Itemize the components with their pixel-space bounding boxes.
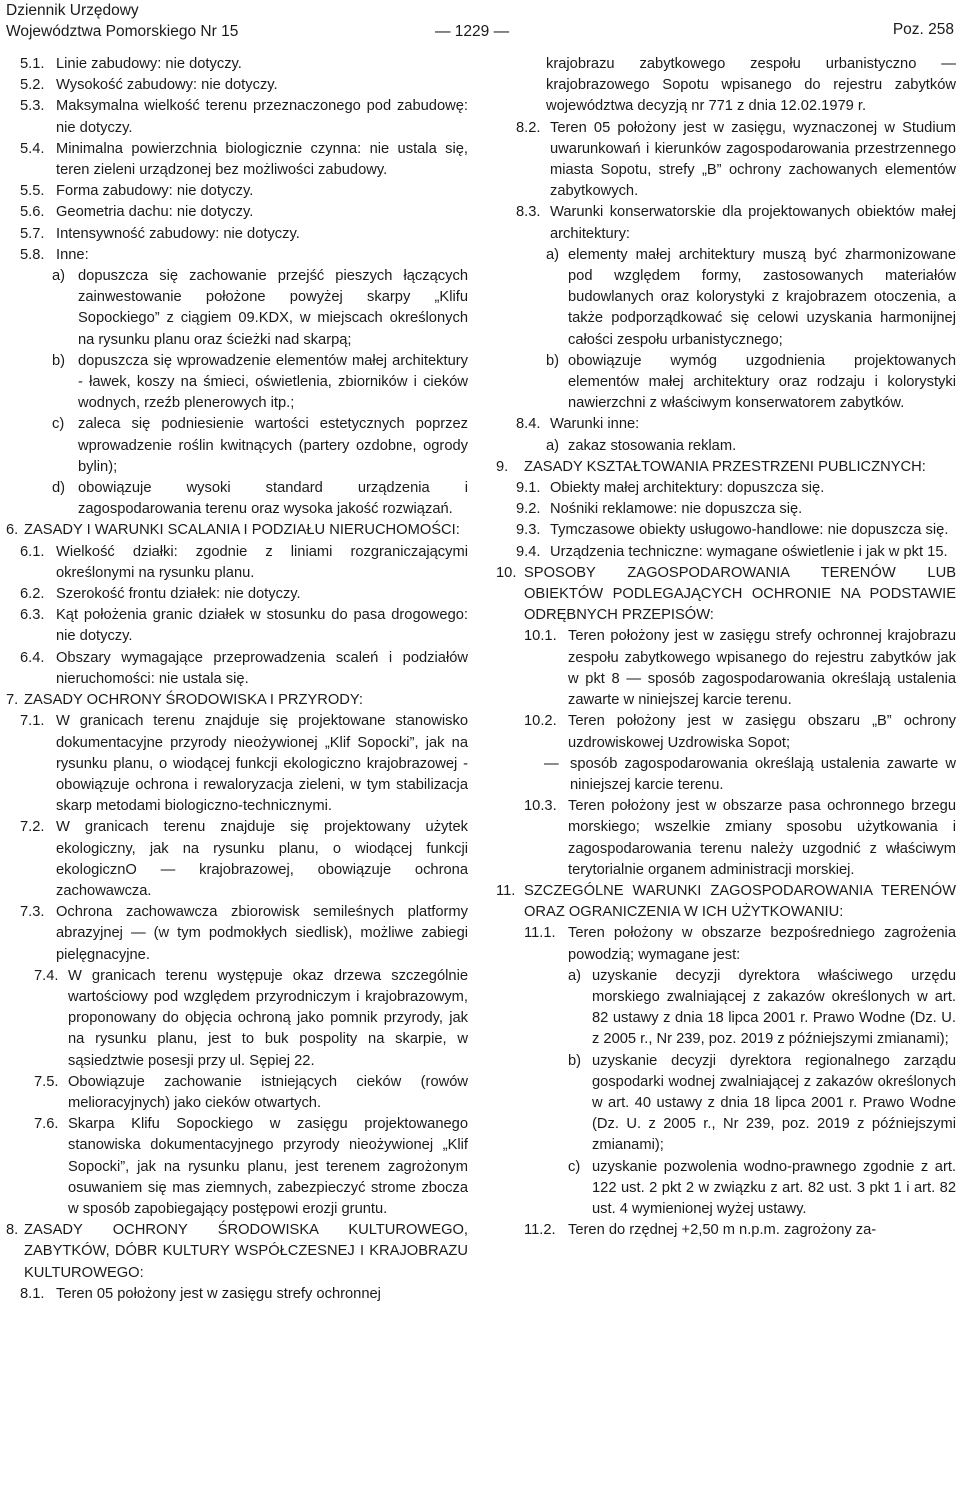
item-text: Obszary wymagające przeprowadzenia scaleń i podziałów nieruchomości: nie ustala się. xyxy=(56,649,468,687)
list-item xyxy=(496,414,956,435)
list-item xyxy=(496,1051,956,1157)
list-item xyxy=(496,436,956,457)
list-item xyxy=(496,457,956,478)
item-text: Urządzenia techniczne: wymagane oświetlenie i jak w pkt 15. xyxy=(550,543,948,560)
list-item xyxy=(6,542,468,584)
item-number: c) xyxy=(568,1158,581,1175)
item-number: a) xyxy=(52,268,66,285)
item-number: 5.7. xyxy=(20,225,45,242)
item-text: W granicach terenu występuje okaz drzewa szczególnie wartościowy pod względem przyrodniczym i krajobrazowym, proponowany do objęcia ochroną jako pomnik przyrody, jak na rysunku planu, jest to buk pospolity na skarpie, w sąsiedztwie posesji przy ul. Sępiej 22. xyxy=(68,967,468,1069)
item-text: Teren położony jest w zasięgu strefy ochronnej krajobrazu zespołu zabytkowego wpisanego do rejestru zabytków jak w pkt 8 — sposób zagospodarowania określają ustalenia zawarte w niniejszej karcie terenu. xyxy=(568,628,956,709)
journal-title xyxy=(6,0,238,42)
list-item xyxy=(496,351,956,415)
list-item xyxy=(6,478,468,520)
item-text: sposób zagospodarowania określają ustalenia zawarte w niniejszej karcie terenu. xyxy=(570,755,956,793)
list-item xyxy=(6,245,468,266)
item-number: 9.2. xyxy=(516,501,541,518)
item-text: Teren położony w obszarze bezpośredniego zagrożenia powodzią; wymagane jest: xyxy=(568,925,956,963)
item-text: uzyskanie pozwolenia wodno-prawnego zgodnie z art. 122 ust. 2 pkt 2 w związku z art. 82 ust. 3 pkt 1 i art. 82 ust. 4 wymienionej wyżej ustawy. xyxy=(592,1158,956,1217)
item-text: Nośniki reklamowe: nie dopuszcza się. xyxy=(550,501,803,518)
item-number: c) xyxy=(52,416,65,433)
item-number: 6. xyxy=(6,522,19,539)
list-item xyxy=(6,817,468,902)
item-text: obowiązuje wymóg uzgodnienia projektowanych elementów małej architektury oraz rodzaju i kolorystyki nawierzchni z właściwym konserwatorem zabytków. xyxy=(568,352,956,412)
item-text: ZASADY KSZTAŁTOWANIA PRZESTRZENI PUBLICZNYCH: xyxy=(524,458,926,475)
list-item xyxy=(496,923,956,965)
item-number: 6.3. xyxy=(20,607,45,624)
list-item xyxy=(496,478,956,499)
item-number: 5.3. xyxy=(20,98,45,115)
item-number: 6.2. xyxy=(20,586,45,603)
item-number: 7.2. xyxy=(20,819,45,836)
item-text: W granicach terenu znajduje się projektowane stanowisko dokumentacyjne przyrody nieożywionej „Klif Sopocki”, jak na rysunku planu, o wiodącej funkcji ekologiczno krajobrazowej - obowiązuje ochrona i rewaloryzacja zieleni, w tym stabilizacja skarp metodami biologiczno-technicznymi. xyxy=(56,713,468,815)
journal-title-line1: Dziennik Urzędowy xyxy=(6,2,139,19)
list-item xyxy=(6,414,468,478)
list-item xyxy=(6,266,468,351)
item-text: uzyskanie decyzji dyrektora regionalnego zarządu gospodarki wodnej zwalniającej z zakazów określonych w art. 40 ustawy z dnia 18 lipca 2001 r. Prawo Wodne (Dz. U. z 2005 r., Nr 239, poz. 2019 z późniejszymi zmianami); xyxy=(592,1052,956,1154)
item-number: a) xyxy=(546,437,560,454)
item-text: Obiekty małej architektury: dopuszcza się. xyxy=(550,480,825,497)
list-item xyxy=(6,966,468,1072)
list-item xyxy=(6,584,468,605)
list-item xyxy=(496,499,956,520)
item-number: 10.3. xyxy=(524,798,557,815)
list-item xyxy=(6,711,468,817)
list-item xyxy=(6,1220,468,1284)
item-text: Teren 05 położony jest w zasięgu strefy ochronnej xyxy=(56,1285,381,1302)
item-text: Linie zabudowy: nie dotyczy. xyxy=(56,56,242,72)
item-text: Skarpa Klifu Sopockiego w zasięgu projektowanego stanowiska dokumentacyjnego przyrody nieożywionej „Klif Sopocki”, jak na rysunku planu, jest terenem zagrożonym osuwaniem się mas ziemnych, zabezpieczyć strome zbocza w sposób zapobiegający postępowi erozji gruntu. xyxy=(68,1116,468,1217)
item-number: b) xyxy=(546,352,560,369)
item-number: 7.5. xyxy=(34,1073,59,1090)
list-item xyxy=(496,118,956,203)
list-item xyxy=(496,1157,956,1221)
right-column xyxy=(496,54,956,1241)
list-item xyxy=(496,520,956,541)
list-item xyxy=(6,139,468,181)
item-number: 8.1. xyxy=(20,1285,45,1302)
item-number: 6.4. xyxy=(20,649,45,666)
item-text: Obowiązuje zachowanie istniejących cieków (rowów melioracyjnych) jako cieków otwartych. xyxy=(68,1073,468,1111)
item-text: Teren 05 położony jest w zasięgu, wyznaczonej w Studium uwarunkowań i kierunków zagospodarowania przestrzennego miasta Sopotu, strefy „B” ochrony zachowanych elementów zabytkowych. xyxy=(550,119,956,200)
list-item xyxy=(496,542,956,563)
item-number: 10. xyxy=(496,564,517,581)
item-text: SZCZEGÓLNE WARUNKI ZAGOSPODAROWANIA TERENÓW ORAZ OGRANICZENIA W ICH UŻYTKOWANIU: xyxy=(524,882,956,921)
item-number: 9.4. xyxy=(516,543,541,560)
item-number: 9. xyxy=(496,458,509,475)
list-item xyxy=(6,202,468,223)
list-item xyxy=(6,181,468,202)
item-text: Forma zabudowy: nie dotyczy. xyxy=(56,183,254,200)
list-item xyxy=(6,75,468,96)
list-item xyxy=(6,1114,468,1220)
position-number: Poz. 258 xyxy=(892,21,954,38)
item-text: uzyskanie decyzji dyrektora właściwego urzędu morskiego zwalniającej z zakazów określonych w art. 82 ustawy z dnia 18 lipca 2001 r. Prawo Wodne (Dz. U. z 2005 r., Nr 239, poz. 2019 z późniejszymi zmianami); xyxy=(592,967,956,1048)
list-item xyxy=(496,626,956,711)
item-text: Kąt położenia granic działek w stosunku do pasa drogowego: nie dotyczy. xyxy=(56,607,468,645)
item-text: ZASADY OCHRONY ŚRODOWISKA I PRZYRODY: xyxy=(24,692,363,709)
item-number: 7. xyxy=(6,692,19,709)
item-number: 5.8. xyxy=(20,246,45,263)
item-text: Intensywność zabudowy: nie dotyczy. xyxy=(56,225,300,242)
item-number: 8.2. xyxy=(516,119,541,136)
item-text: Tymczasowe obiekty usługowo-handlowe: nie dopuszcza się. xyxy=(550,522,949,539)
item-number: 9.3. xyxy=(516,522,541,539)
item-text: elementy małej architektury muszą być zharmonizowane pod względem formy, zastosowanych materiałów budowlanych oraz kolorystyki z krajobrazem otoczenia, a także podporządkować się celowi uzyskania harmonijnej całości zespołu urbanistycznego; xyxy=(568,246,956,348)
item-number: 11.1. xyxy=(524,925,556,942)
item-text: ZASADY OCHRONY ŚRODOWISKA KULTUROWEGO, ZABYTKÓW, DÓBR KULTURY WSPÓŁCZESNEJ I KRAJOBRAZU KULTUROWEGO: xyxy=(24,1222,468,1281)
item-number: 6.1. xyxy=(20,543,45,560)
item-text: dopuszcza się wprowadzenie elementów małej architektury - ławek, koszy na śmieci, oświetlenia, zbiorników i cieków wodnych, rzeźb plenerowych itp.; xyxy=(78,352,468,412)
item-text: zaleca się podniesienie wartości estetycznych poprzez wprowadzenie roślin kwitnących (partery ozdobne, ogrody bylin); xyxy=(78,416,468,475)
journal-title-line2: Województwa Pomorskiego Nr 15 xyxy=(6,23,239,40)
item-number: 11.2. xyxy=(524,1222,556,1239)
item-text: Teren położony jest w obszarze pasa ochronnego brzegu morskiego; wszelkie zmiany sposobu użytkowania i zagospodarowania terenu należy uzgodnić z właściwym terytorialnie organem administracji morskiej. xyxy=(568,798,956,878)
item-number: a) xyxy=(568,967,582,984)
item-text: Minimalna powierzchnia biologicznie czynna: nie ustala się, teren zieleni urządzonej bez możliwości zabudowy. xyxy=(56,140,468,179)
item-number: 5.6. xyxy=(20,204,45,221)
item-number: 5.5. xyxy=(20,183,45,200)
list-item xyxy=(6,902,468,966)
item-number: 10.1. xyxy=(524,628,557,645)
item-text: Inne: xyxy=(56,246,89,263)
page-number: — 1229 — xyxy=(435,23,510,40)
list-item xyxy=(6,351,468,415)
left-column xyxy=(6,54,468,1305)
item-number: b) xyxy=(52,352,66,369)
list-item xyxy=(496,245,956,351)
list-item xyxy=(496,711,956,753)
item-text: dopuszcza się zachowanie przejść pieszych łączących zainwestowanie położone powyżej skarpy „Klifu Sopockiego” z ciągiem 09.KDX, w miejscach określonych na rysunku planu oraz ścieżki nad skarpą; xyxy=(78,268,468,348)
list-item xyxy=(6,224,468,245)
list-item xyxy=(496,754,956,796)
item-text: obowiązuje wysoki standard urządzenia i zagospodarowania terenu oraz wysoka jakość rozwiązań. xyxy=(78,480,468,518)
item-text: Teren do rzędnej +2,50 m n.p.m. zagrożony za- xyxy=(568,1222,877,1239)
item-text: Warunki konserwatorskie dla projektowanych obiektów małej architektury: xyxy=(550,204,956,242)
list-item xyxy=(6,96,468,138)
item-number: 5.4. xyxy=(20,140,45,157)
item-text: Maksymalna wielkość terenu przeznaczonego pod zabudowę: nie dotyczy. xyxy=(56,98,468,136)
item-number: 10.2. xyxy=(524,713,557,730)
list-item xyxy=(496,796,956,881)
list-item xyxy=(6,690,468,711)
item-text: Warunki inne: xyxy=(550,416,640,433)
item-number: b) xyxy=(568,1052,582,1069)
list-item xyxy=(6,54,468,75)
item-number: 8.3. xyxy=(516,204,541,221)
item-text: Geometria dachu: nie dotyczy. xyxy=(56,204,254,221)
list-item xyxy=(496,202,956,244)
item-text: krajobrazu zabytkowego zespołu urbanistyczno — krajobrazowego Sopotu wpisanego do rejestru zabytków województwa decyzją nr 771 z dnia 12.02.1979 r. xyxy=(546,56,956,115)
item-number: 11. xyxy=(496,882,516,899)
item-number: 7.4. xyxy=(34,967,59,984)
item-number: 5.1. xyxy=(20,56,45,72)
item-text: Ochrona zachowawcza zbiorowisk semileśnych platformy abrazyjnej — (w tym podmokłych siedlisk), możliwe zabiegi pielęgnacyjne. xyxy=(56,904,468,963)
item-number: 7.6. xyxy=(34,1116,59,1133)
item-number: 9.1. xyxy=(516,480,541,497)
list-item xyxy=(6,648,468,690)
list-item xyxy=(496,54,956,118)
list-item xyxy=(496,1220,956,1241)
list-item xyxy=(6,605,468,647)
item-number: d) xyxy=(52,480,66,497)
item-text: SPOSOBY ZAGOSPODAROWANIA TERENÓW LUB OBIEKTÓW PODLEGAJĄCYCH OCHRONIE NA PODSTAWIE ODRĘBNYCH PRZEPISÓW: xyxy=(524,564,956,624)
list-item xyxy=(6,520,468,541)
item-number: 5.2. xyxy=(20,77,45,94)
item-text: W granicach terenu znajduje się projektowany użytek ekologiczny, jak na rysunku planu, o wiodącej funkcji ekologicznO — krajobrazowej, obowiązuje ochrona zachowawcza. xyxy=(56,819,468,899)
list-item xyxy=(496,563,956,627)
item-number: a) xyxy=(546,246,560,263)
item-text: ZASADY I WARUNKI SCALANIA I PODZIAŁU NIERUCHOMOŚCI: xyxy=(24,522,460,539)
list-item xyxy=(496,966,956,1051)
list-item xyxy=(6,1284,468,1305)
list-item xyxy=(496,881,956,923)
item-text: Wielkość działki: zgodnie z liniami rozgraniczającymi określonymi na rysunku planu. xyxy=(56,543,468,581)
item-text: Teren położony jest w zasięgu obszaru „B” ochrony uzdrowiskowej Uzdrowiska Sopot; xyxy=(568,713,956,751)
item-text: Wysokość zabudowy: nie dotyczy. xyxy=(56,77,278,94)
item-number: 7.1. xyxy=(20,713,45,730)
item-number: — xyxy=(544,755,559,772)
item-text: zakaz stosowania reklam. xyxy=(568,437,737,454)
item-number: 7.3. xyxy=(20,904,45,921)
item-number: 8.4. xyxy=(516,416,541,433)
item-number: 8. xyxy=(6,1222,19,1239)
list-item xyxy=(6,1072,468,1114)
item-text: Szerokość frontu działek: nie dotyczy. xyxy=(56,586,301,603)
